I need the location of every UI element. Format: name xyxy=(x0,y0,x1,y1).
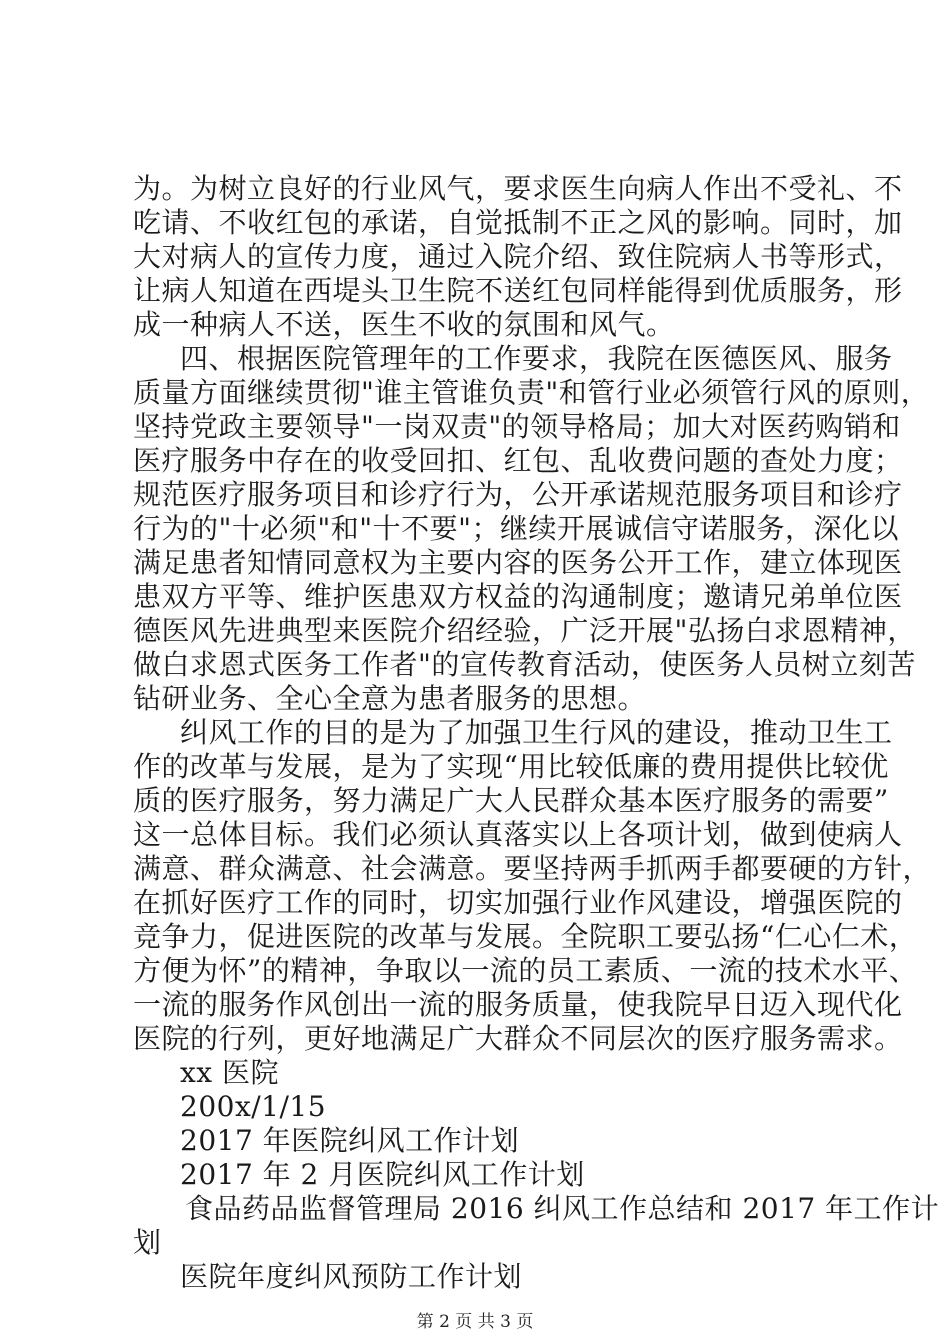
text-line: 一流的服务作风创出一流的服务质量，使我院早日迈入现代化 xyxy=(133,988,903,1021)
text-line: 质量方面继续贯彻"谁主管谁负责"和管行业必须管行风的原则， xyxy=(133,376,930,409)
signature-date: 200x/1/15 xyxy=(180,1090,327,1123)
text-line: 钻研业务、全心全意为患者服务的思想。 xyxy=(133,682,647,715)
text-line: 大对病人的宣传力度，通过入院介绍、致住院病人书等形式， xyxy=(133,240,903,273)
text-line: 作的改革与发展，是为了实现“用比较低廉的费用提供比较优 xyxy=(133,750,889,783)
text-line: 质的医疗服务，努力满足广大人民群众基本医疗服务的需要” xyxy=(133,784,889,817)
signature-org: xx 医院 xyxy=(180,1056,279,1089)
related-link-cont: 划 xyxy=(133,1226,162,1259)
text-line: 吃请、不收红包的承诺，自觉抵制不正之风的影响。同时，加 xyxy=(133,206,903,239)
text-line: 满足患者知情同意权为主要内容的医务公开工作，建立体现医 xyxy=(133,546,903,579)
text-line: 满意、群众满意、社会满意。要坚持两手抓两手都要硬的方针， xyxy=(133,852,932,885)
text-line: 德医风先进典型来医院介绍经验，广泛开展"弘扬白求恩精神， xyxy=(133,614,916,647)
text-line: 患双方平等、维护医患双方权益的沟通制度；邀请兄弟单位医 xyxy=(133,580,903,613)
related-link: 2017 年 2 月医院纠风工作计划 xyxy=(180,1158,585,1191)
text-line: 坚持党政主要领导"一岗双责"的领导格局；加大对医药购销和 xyxy=(133,410,901,443)
text-line: 做白求恩式医务工作者"的宣传教育活动，使医务人员树立刻苦 xyxy=(133,648,916,681)
text-line: 方便为怀”的精神，争取以一流的员工素质、一流的技术水平、 xyxy=(133,954,918,987)
related-link: 医院年度纠风预防工作计划 xyxy=(180,1260,523,1293)
text-line: 成一种病人不送，医生不收的氛围和风气。 xyxy=(133,308,675,341)
text-line: 在抓好医疗工作的同时，切实加强行业作风建设，增强医院的 xyxy=(133,886,903,919)
text-line: 为。为树立良好的行业风气，要求医生向病人作出不受礼、不 xyxy=(133,172,903,205)
text-line: 让病人知道在西堤头卫生院不送红包同样能得到优质服务，形 xyxy=(133,274,903,307)
text-line: 这一总体目标。我们必须认真落实以上各项计划，做到使病人 xyxy=(133,818,903,851)
related-link: 食品药品监督管理局 2016 纠风工作总结和 2017 年工作计 xyxy=(185,1192,940,1225)
page-footer: 第 2 页 共 3 页 xyxy=(416,1312,534,1332)
text-line: 行为的"十必须"和"十不要"；继续开展诚信守诺服务，深化以 xyxy=(133,512,900,545)
text-line: 竞争力，促进医院的改革与发展。全院职工要弘扬“仁心仁术， xyxy=(133,920,918,953)
paragraph-start: 纠风工作的目的是为了加强卫生行风的建设，推动卫生工 xyxy=(180,716,893,749)
paragraph-start: 四、根据医院管理年的工作要求，我院在医德医风、服务 xyxy=(180,342,893,375)
text-line: 规范医疗服务项目和诊疗行为，公开承诺规范服务项目和诊疗 xyxy=(133,478,903,511)
text-line: 医院的行列，更好地满足广大群众不同层次的医疗服务需求。 xyxy=(133,1022,903,1055)
related-link: 2017 年医院纠风工作计划 xyxy=(180,1124,520,1157)
text-line: 医疗服务中存在的收受回扣、红包、乱收费问题的查处力度； xyxy=(133,444,903,477)
